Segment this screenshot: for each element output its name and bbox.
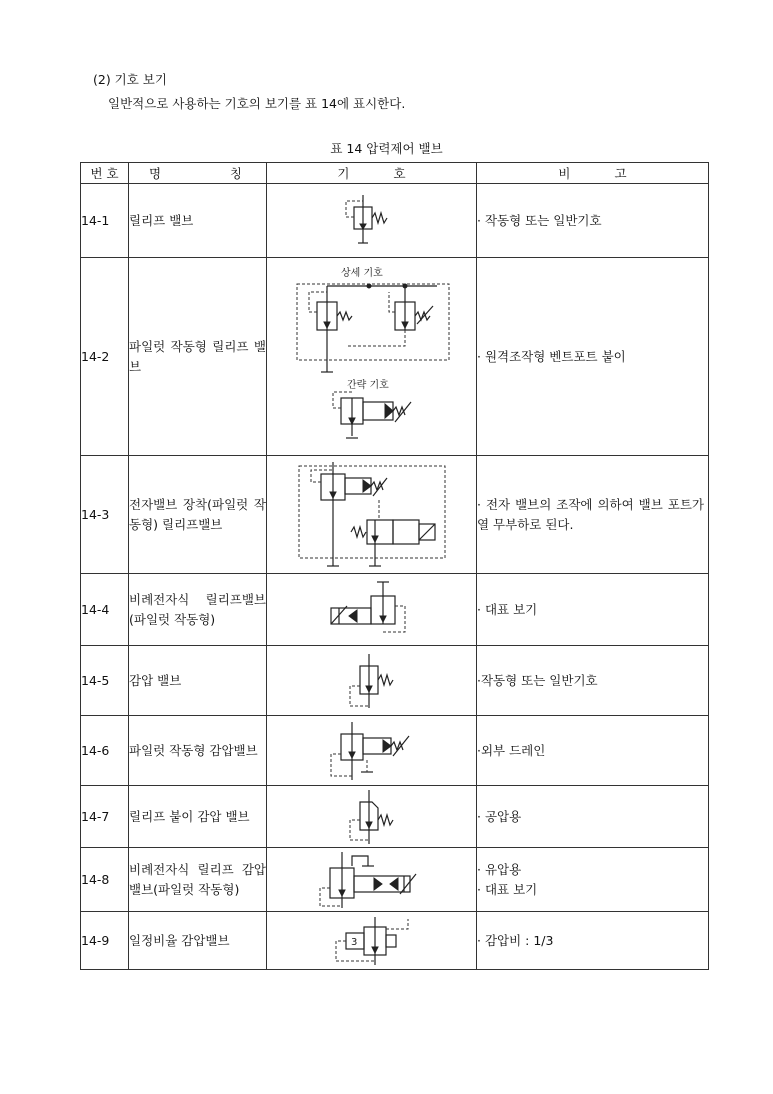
symbol-pilot-relief-valve [267,258,477,456]
symbol-pilot-reducing-valve [267,716,477,786]
symbol-proportional-relieving-reducing-valve [267,848,477,912]
row-no: 14-3 [81,456,129,574]
symbol-solenoid-relief-valve [267,456,477,574]
row-name: 파일럿 작동형 릴리프 밸브 [129,258,267,456]
reducing-valve-symbol-icon [332,650,412,712]
row-no: 14-7 [81,786,129,848]
table-row [81,912,709,970]
row-remarks [477,716,709,786]
remark-line: · 공압용 [477,808,522,824]
row-name: 파일럿 작동형 감압밸브 [129,716,267,786]
row-no: 14-1 [81,184,129,258]
row-remarks [477,912,709,970]
header-remarks [477,163,709,184]
header-sym-b: 호 [393,166,406,181]
remark-line: ·작동형 또는 일반기호 [477,672,598,688]
table-row [81,716,709,786]
row-name: 전자밸브 장착(파일럿 작동형) 릴리프밸브 [129,456,267,574]
row-no: 14-5 [81,646,129,716]
table-row [81,848,709,912]
row-remarks [477,456,709,574]
remark-line: ·외부 드레인 [477,742,546,758]
table-row [81,184,709,258]
header-row [81,163,709,184]
remark-line: · 감압비 : 1/3 [477,932,554,948]
row-name: 감압 밸브 [129,646,267,716]
header-rem-a: 비 [558,166,571,181]
header-name [129,163,267,184]
section-heading: (2) 기호 보기 [93,72,167,87]
row-name: 비례전자식 릴리프밸브(파일럿 작동형) [129,574,267,646]
row-remarks [477,574,709,646]
row-no: 14-8 [81,848,129,912]
table-row [81,456,709,574]
row-no: 14-6 [81,716,129,786]
row-name: 일정비율 감압밸브 [129,912,267,970]
table-caption: 표 14 압력제어 밸브 [330,141,443,156]
remark-line: · 작동형 또는 일반기호 [477,212,602,228]
header-sym-a: 기 [337,166,350,181]
ratio-label: 3 [350,936,357,948]
remark-line: · 대표 보기 [477,601,538,617]
symbol-reducing-valve [267,646,477,716]
pilot-relief-valve-symbol-icon [277,262,467,452]
row-name: 비례전자식 릴리프 감압밸브(파일럿 작동형) [129,848,267,912]
symbol-proportional-relief-valve [267,574,477,646]
header-rem-b: 고 [614,166,627,181]
row-remarks [477,258,709,456]
proportional-relief-valve-symbol-icon [317,578,427,642]
table-row [81,574,709,646]
table-row [81,646,709,716]
row-remarks [477,646,709,716]
symbol-table [80,162,709,970]
remark-line: · 전자 밸브의 조작에 의하여 밸브 포트가 열 무부하로 된다. [477,496,704,532]
label-simple-symbol: 간략 기호 [346,379,389,391]
relief-valve-symbol-icon [332,191,412,251]
remark-line: · 대표 보기 [477,881,538,897]
relieving-reducing-valve-symbol-icon [332,788,412,846]
row-remarks [477,848,709,912]
table-row [81,786,709,848]
row-remarks [477,184,709,258]
label-detail-symbol: 상세 기호 [340,267,383,279]
symbol-relief-valve [267,184,477,258]
proportional-relieving-reducing-valve-symbol-icon [312,850,432,910]
row-name: 릴리프 붙이 감압 밸브 [129,786,267,848]
header-symbol [267,163,477,184]
row-no: 14-4 [81,574,129,646]
header-name-b: 칭 [229,166,242,181]
symbol-relieving-reducing-valve [267,786,477,848]
remark-line: · 유압용 [477,861,522,877]
table-row [81,258,709,456]
pilot-reducing-valve-symbol-icon [317,720,427,782]
row-remarks [477,786,709,848]
remark-line: · 원격조작형 벤트포트 붙이 [477,348,626,364]
symbol-ratio-reducing-valve [267,912,477,970]
row-name: 릴리프 밸브 [129,184,267,258]
header-no: 번 호 [81,163,129,184]
row-no: 14-2 [81,258,129,456]
section-intro: 일반적으로 사용하는 기호의 보기를 표 14에 표시한다. [108,96,406,111]
row-no: 14-9 [81,912,129,970]
header-name-a: 명 [149,166,162,181]
solenoid-relief-valve-symbol-icon [287,460,457,570]
ratio-reducing-valve-symbol-icon [312,915,432,967]
